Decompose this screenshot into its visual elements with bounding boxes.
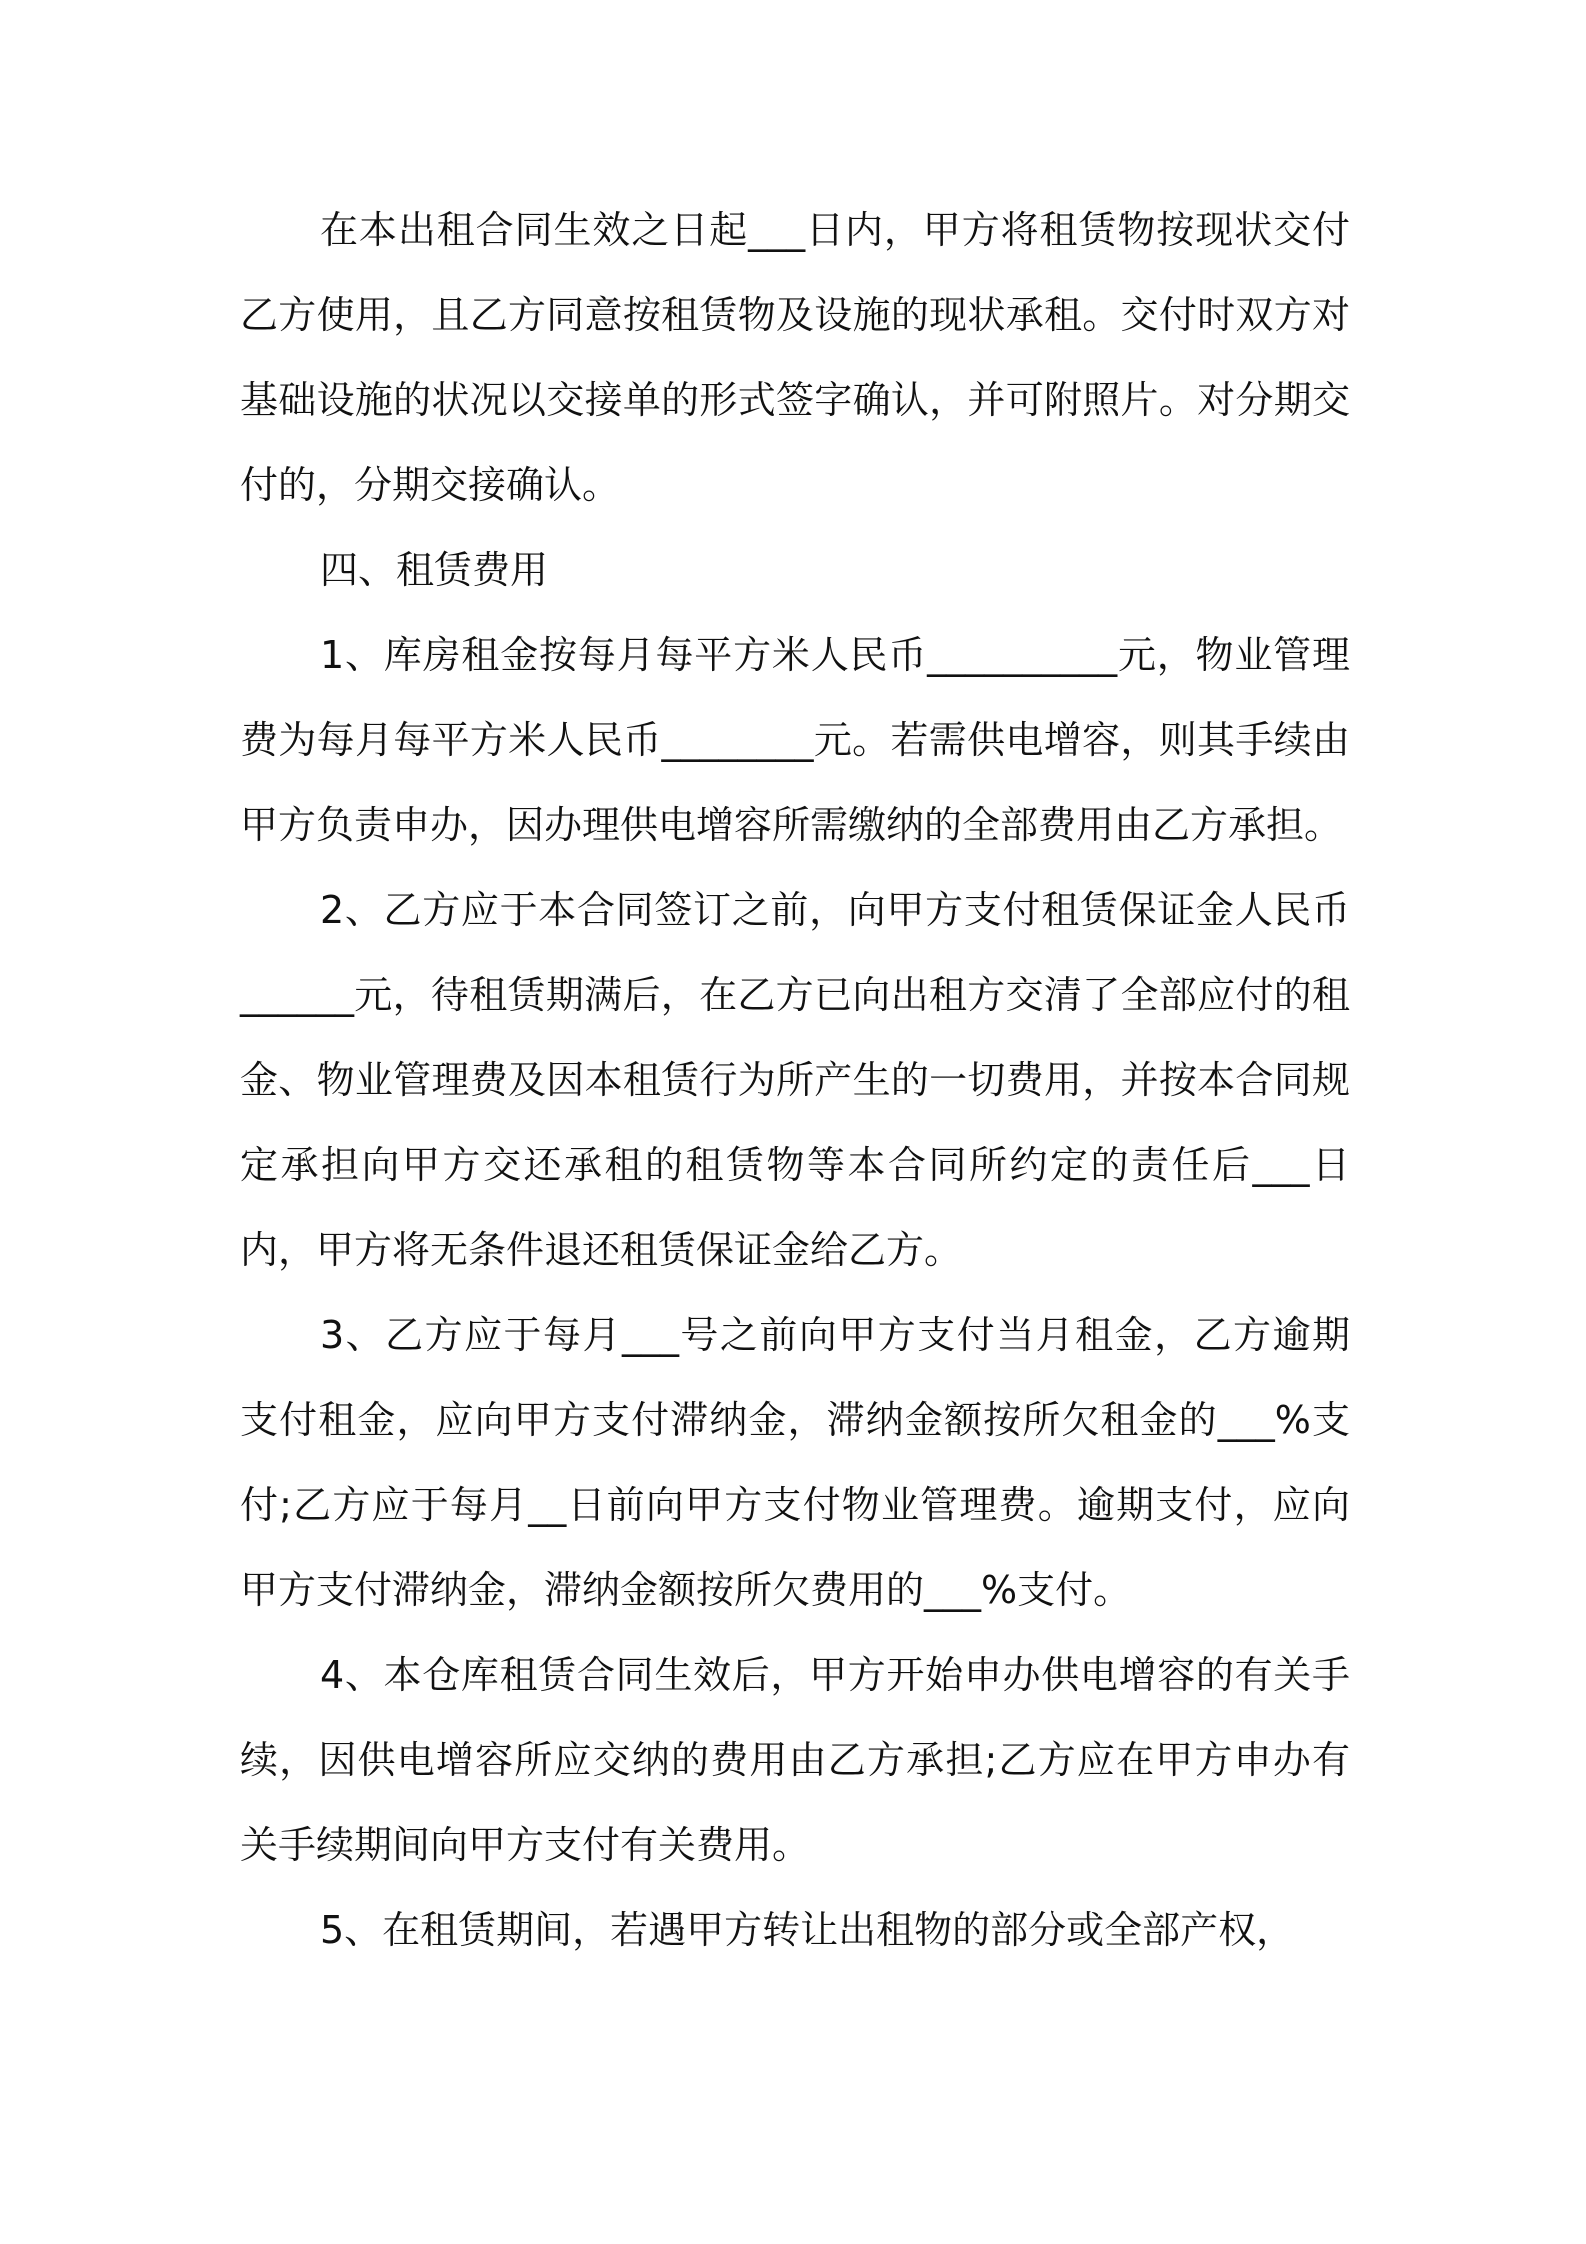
section-heading-rental-fees: 四、租赁费用 <box>320 548 549 592</box>
paragraph-clause-2: 2、乙方应于本合同签订之前，向甲方支付租赁保证金人民币______元，待租赁期满后，在乙方已向出租方交清了全部应付的租金、物业管理费及因本租赁行为所产生的一切费用，并按本合同规定承担向甲方交还承租的租赁物等本合同所约定的责任后___日内，甲方将无条件退还租赁保证金给乙方。 <box>240 888 1350 1272</box>
document-body <box>240 188 1350 1973</box>
paragraph-clause-4: 4、本仓库租赁合同生效后，甲方开始申办供电增容的有关手续，因供电增容所应交纳的费用由乙方承担;乙方应在甲方申办有关手续期间向甲方支付有关费用。 <box>240 1653 1350 1867</box>
paragraph-delivery: 在本出租合同生效之日起___日内，甲方将租赁物按现状交付乙方使用，且乙方同意按租赁物及设施的现状承租。交付时双方对基础设施的状况以交接单的形式签字确认，并可附照片。对分期交付的，分期交接确认。 <box>240 208 1350 507</box>
paragraph-clause-1: 1、库房租金按每月每平方米人民币__________元，物业管理费为每月每平方米人民币________元。若需供电增容，则其手续由甲方负责申办，因办理供电增容所需缴纳的全部费用由乙方承担。 <box>240 633 1350 847</box>
paragraph-clause-5: 5、在租赁期间，若遇甲方转让出租物的部分或全部产权， <box>320 1908 1295 1952</box>
paragraph-clause-3: 3、乙方应于每月___号之前向甲方支付当月租金，乙方逾期支付租金，应向甲方支付滞纳金，滞纳金额按所欠租金的___%支付;乙方应于每月__日前向甲方支付物业管理费。逾期支付，应向甲方支付滞纳金，滞纳金额按所欠费用的___%支付。 <box>240 1313 1350 1612</box>
